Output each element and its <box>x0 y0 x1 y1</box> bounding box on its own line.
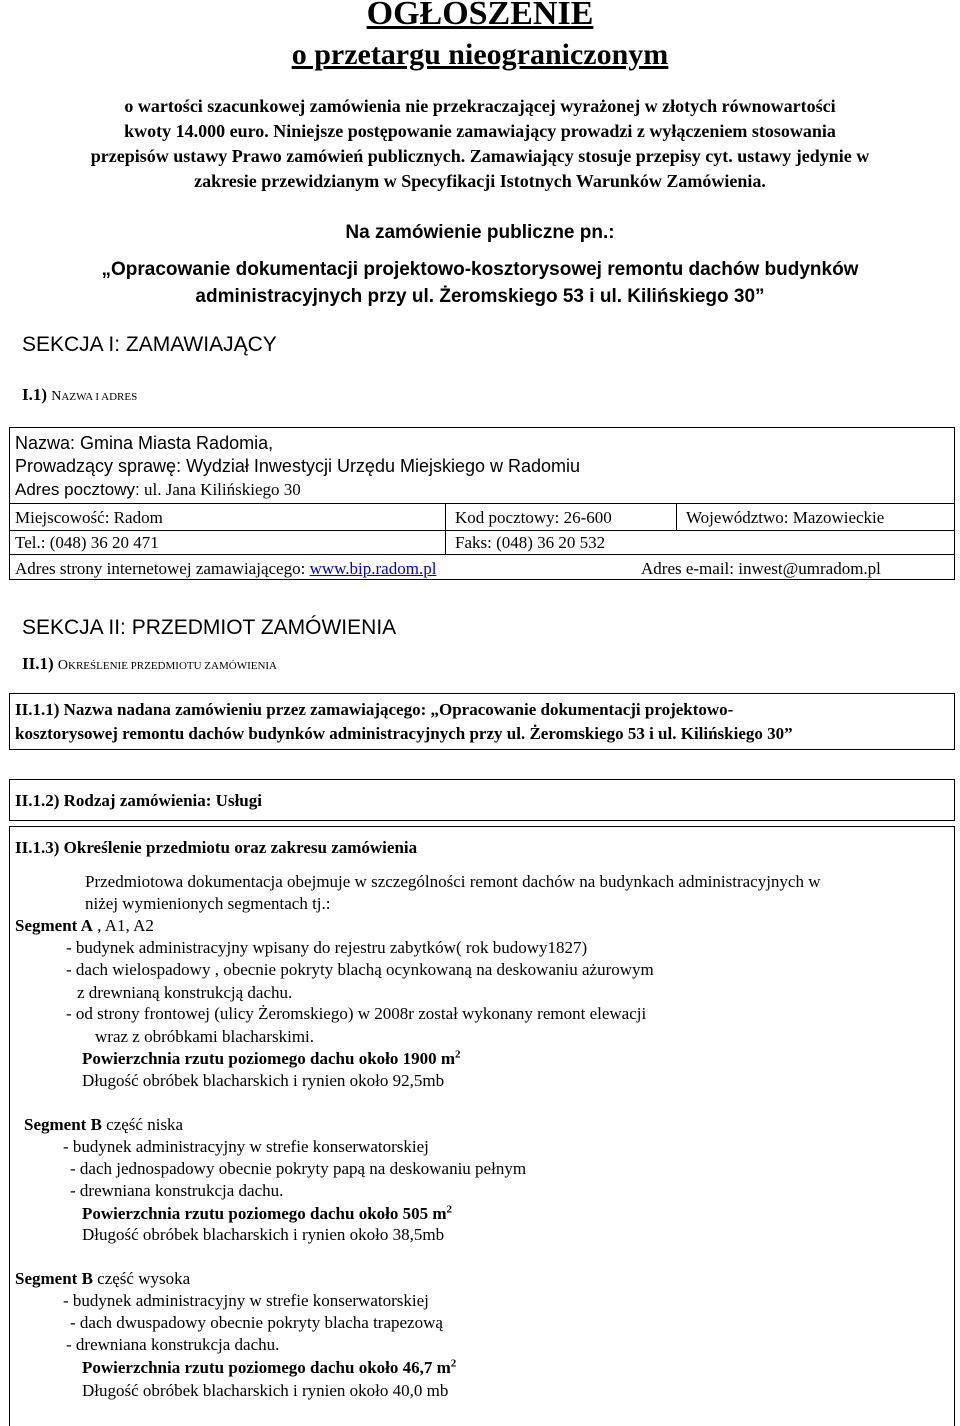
intro-line-1: o wartości szacunkowej zamówienia nie przekraczającej wyrażonej w złotych równowartości <box>124 96 836 116</box>
buyer-city: Miejscowość: Radom <box>15 508 163 527</box>
segment-a-area <box>82 1048 461 1070</box>
intro-line-2: kwoty 14.000 euro. Niniejsze postępowanie zamawiający prowadzi z wyłączeniem stosowania <box>124 121 836 141</box>
buyer-www <box>15 558 436 580</box>
segment-a-item-5: wraz z obróbkami blacharskimi. <box>95 1027 315 1046</box>
order-name-line-1: II.1.1) Nazwa nadana zamówieniu przez zamawiającego: „Opracowanie dokumentacji projektowo- <box>15 700 734 719</box>
segment-a-item-1: - budynek administracyjny wpisany do rejestru zabytków( rok budowy1827) <box>66 938 588 957</box>
buyer-tel: Tel.: (048) 36 20 471 <box>15 533 159 552</box>
buyer-email: Adres e-mail: inwest@umradom.pl <box>641 559 881 578</box>
segment-b-high-area <box>82 1357 456 1379</box>
scope-intro-1: Przedmiotowa dokumentacja obejmuje w szczególności remont dachów na budynkach administracyjnych w <box>85 872 821 891</box>
segment-a-item-3: z drewnianą konstrukcją dachu. <box>77 983 293 1002</box>
subheading-rest: AZWA I ADRES <box>61 391 138 403</box>
www-link[interactable]: www.bip.radom.pl <box>309 559 437 578</box>
intro-line-3: przepisów ustawy Prawo zamówień publicznych. Zamawiający stosuje przepisy cyt. ustawy jedynie w <box>90 146 870 166</box>
segment-b-low-heading <box>24 1114 183 1136</box>
segment-b-high-length: Długość obróbek blacharskich i rynien około 40,0 mb <box>82 1381 449 1400</box>
order-name-line-1: „Opracowanie dokumentacji projektowo-kosztorysowej remontu dachów budynków <box>101 259 859 280</box>
segment-b-name: Segment B <box>15 1269 93 1288</box>
segment-b-high-item-1: - budynek administracyjny w strefie konserwatorskiej <box>63 1291 429 1310</box>
buyer-postal: Kod pocztowy: 26-600 <box>455 508 612 527</box>
www-label: Adres strony internetowej zamawiającego: <box>15 559 310 578</box>
subheading-number: II.1) <box>22 654 58 673</box>
subheading-rest: KREŚLENIE PRZEDMIOTU ZAMÓWIENIA <box>68 660 278 672</box>
segment-a-area-text: Powierzchnia rzutu poziomego dachu około 1900 m <box>82 1049 456 1068</box>
segment-b-low-item-3: - drewniana konstrukcja dachu. <box>70 1181 284 1200</box>
segment-b-sub: część niska <box>101 1115 184 1134</box>
buyer-col-divider-2 <box>676 503 677 530</box>
segment-a-sub: , A1, A2 <box>92 916 154 935</box>
doc-subtitle: o przetargu nieograniczonym <box>291 38 669 71</box>
section-1-title: SEKCJA I: ZAMAWIAJĄCY <box>22 333 277 356</box>
address-label: Adres pocztowy: <box>15 480 140 499</box>
segment-b-low-area <box>82 1203 452 1225</box>
intro-line-4: zakresie przewidzianym w Specyfikacji Istotnych Warunków Zamówienia. <box>194 171 766 191</box>
segment-b-low-item-2: - dach jednospadowy obecnie pokryty papą na deskowaniu pełnym <box>70 1159 527 1178</box>
order-kind: II.1.2) Rodzaj zamówienia: Usługi <box>15 791 262 810</box>
buyer-contact: Prowadzący sprawę: Wydział Inwestycji Urzędu Miejskiego w Radomiu <box>15 456 581 476</box>
address-value: ul. Jana Kilińskiego 30 <box>139 480 301 499</box>
section-1-subheading <box>22 384 137 408</box>
scope-title: II.1.3) Określenie przedmiotu oraz zakresu zamówienia <box>15 838 418 857</box>
buyer-divider-2 <box>9 530 955 531</box>
order-label: Na zamówienie publiczne pn.: <box>345 222 615 243</box>
buyer-fax: Faks: (048) 36 20 532 <box>455 533 606 552</box>
buyer-name: Nazwa: Gmina Miasta Radomia, <box>15 433 274 453</box>
buyer-voivodeship: Województwo: Mazowieckie <box>686 508 885 527</box>
buyer-col-divider-1 <box>445 503 446 554</box>
segment-b-low-item-1: - budynek administracyjny w strefie konserwatorskiej <box>63 1137 429 1156</box>
buyer-address <box>15 479 301 501</box>
scope-intro-2: niżej wymienionych segmentach tj.: <box>85 894 331 913</box>
subheading-number: I.1) <box>22 385 52 404</box>
superscript: 2 <box>455 1048 461 1061</box>
subheading-initial: O <box>57 658 69 673</box>
order-name-line-2: kosztorysowej remontu dachów budynków administracyjnych przy ul. Żeromskiego 53 i ul. Kilińskiego 30” <box>15 724 793 743</box>
segment-a-item-4: - od strony frontowej (ulicy Żeromskiego) w 2008r został wykonany remont elewacji <box>66 1004 647 1023</box>
superscript: 2 <box>450 1357 457 1370</box>
segment-b-high-item-3: - drewniana konstrukcja dachu. <box>66 1335 280 1354</box>
segment-a-length: Długość obróbek blacharskich i rynien około 92,5mb <box>82 1071 445 1090</box>
superscript: 2 <box>446 1203 453 1216</box>
segment-b-name: Segment B <box>24 1115 102 1134</box>
subheading-initial: N <box>51 389 62 404</box>
segment-b-low-length: Długość obróbek blacharskich i rynien około 38,5mb <box>82 1225 445 1244</box>
segment-a-name: Segment A <box>15 916 93 935</box>
section-2-title: SEKCJA II: PRZEDMIOT ZAMÓWIENIA <box>22 616 397 639</box>
section-2-subheading <box>22 653 277 677</box>
buyer-divider-1 <box>9 503 955 504</box>
segment-b-high-heading <box>15 1268 190 1290</box>
segment-b-high-area-text: Powierzchnia rzutu poziomego dachu około 46,7 m <box>82 1358 451 1377</box>
segment-b-low-area-text: Powierzchnia rzutu poziomego dachu około 505 m <box>82 1204 447 1223</box>
segment-b-high-item-2: - dach dwuspadowy obecnie pokryty blacha trapezową <box>70 1313 443 1332</box>
buyer-divider-3 <box>9 554 955 555</box>
order-name-line-2: administracyjnych przy ul. Żeromskiego 53 i ul. Kilińskiego 30” <box>195 286 765 307</box>
segment-a-heading <box>15 915 154 937</box>
segment-a-item-2: - dach wielospadowy , obecnie pokryty blachą ocynkowaną na deskowaniu ażurowym <box>66 960 654 979</box>
doc-title: OGŁOSZENIE <box>366 0 594 32</box>
segment-b-sub: część wysoka <box>92 1269 191 1288</box>
